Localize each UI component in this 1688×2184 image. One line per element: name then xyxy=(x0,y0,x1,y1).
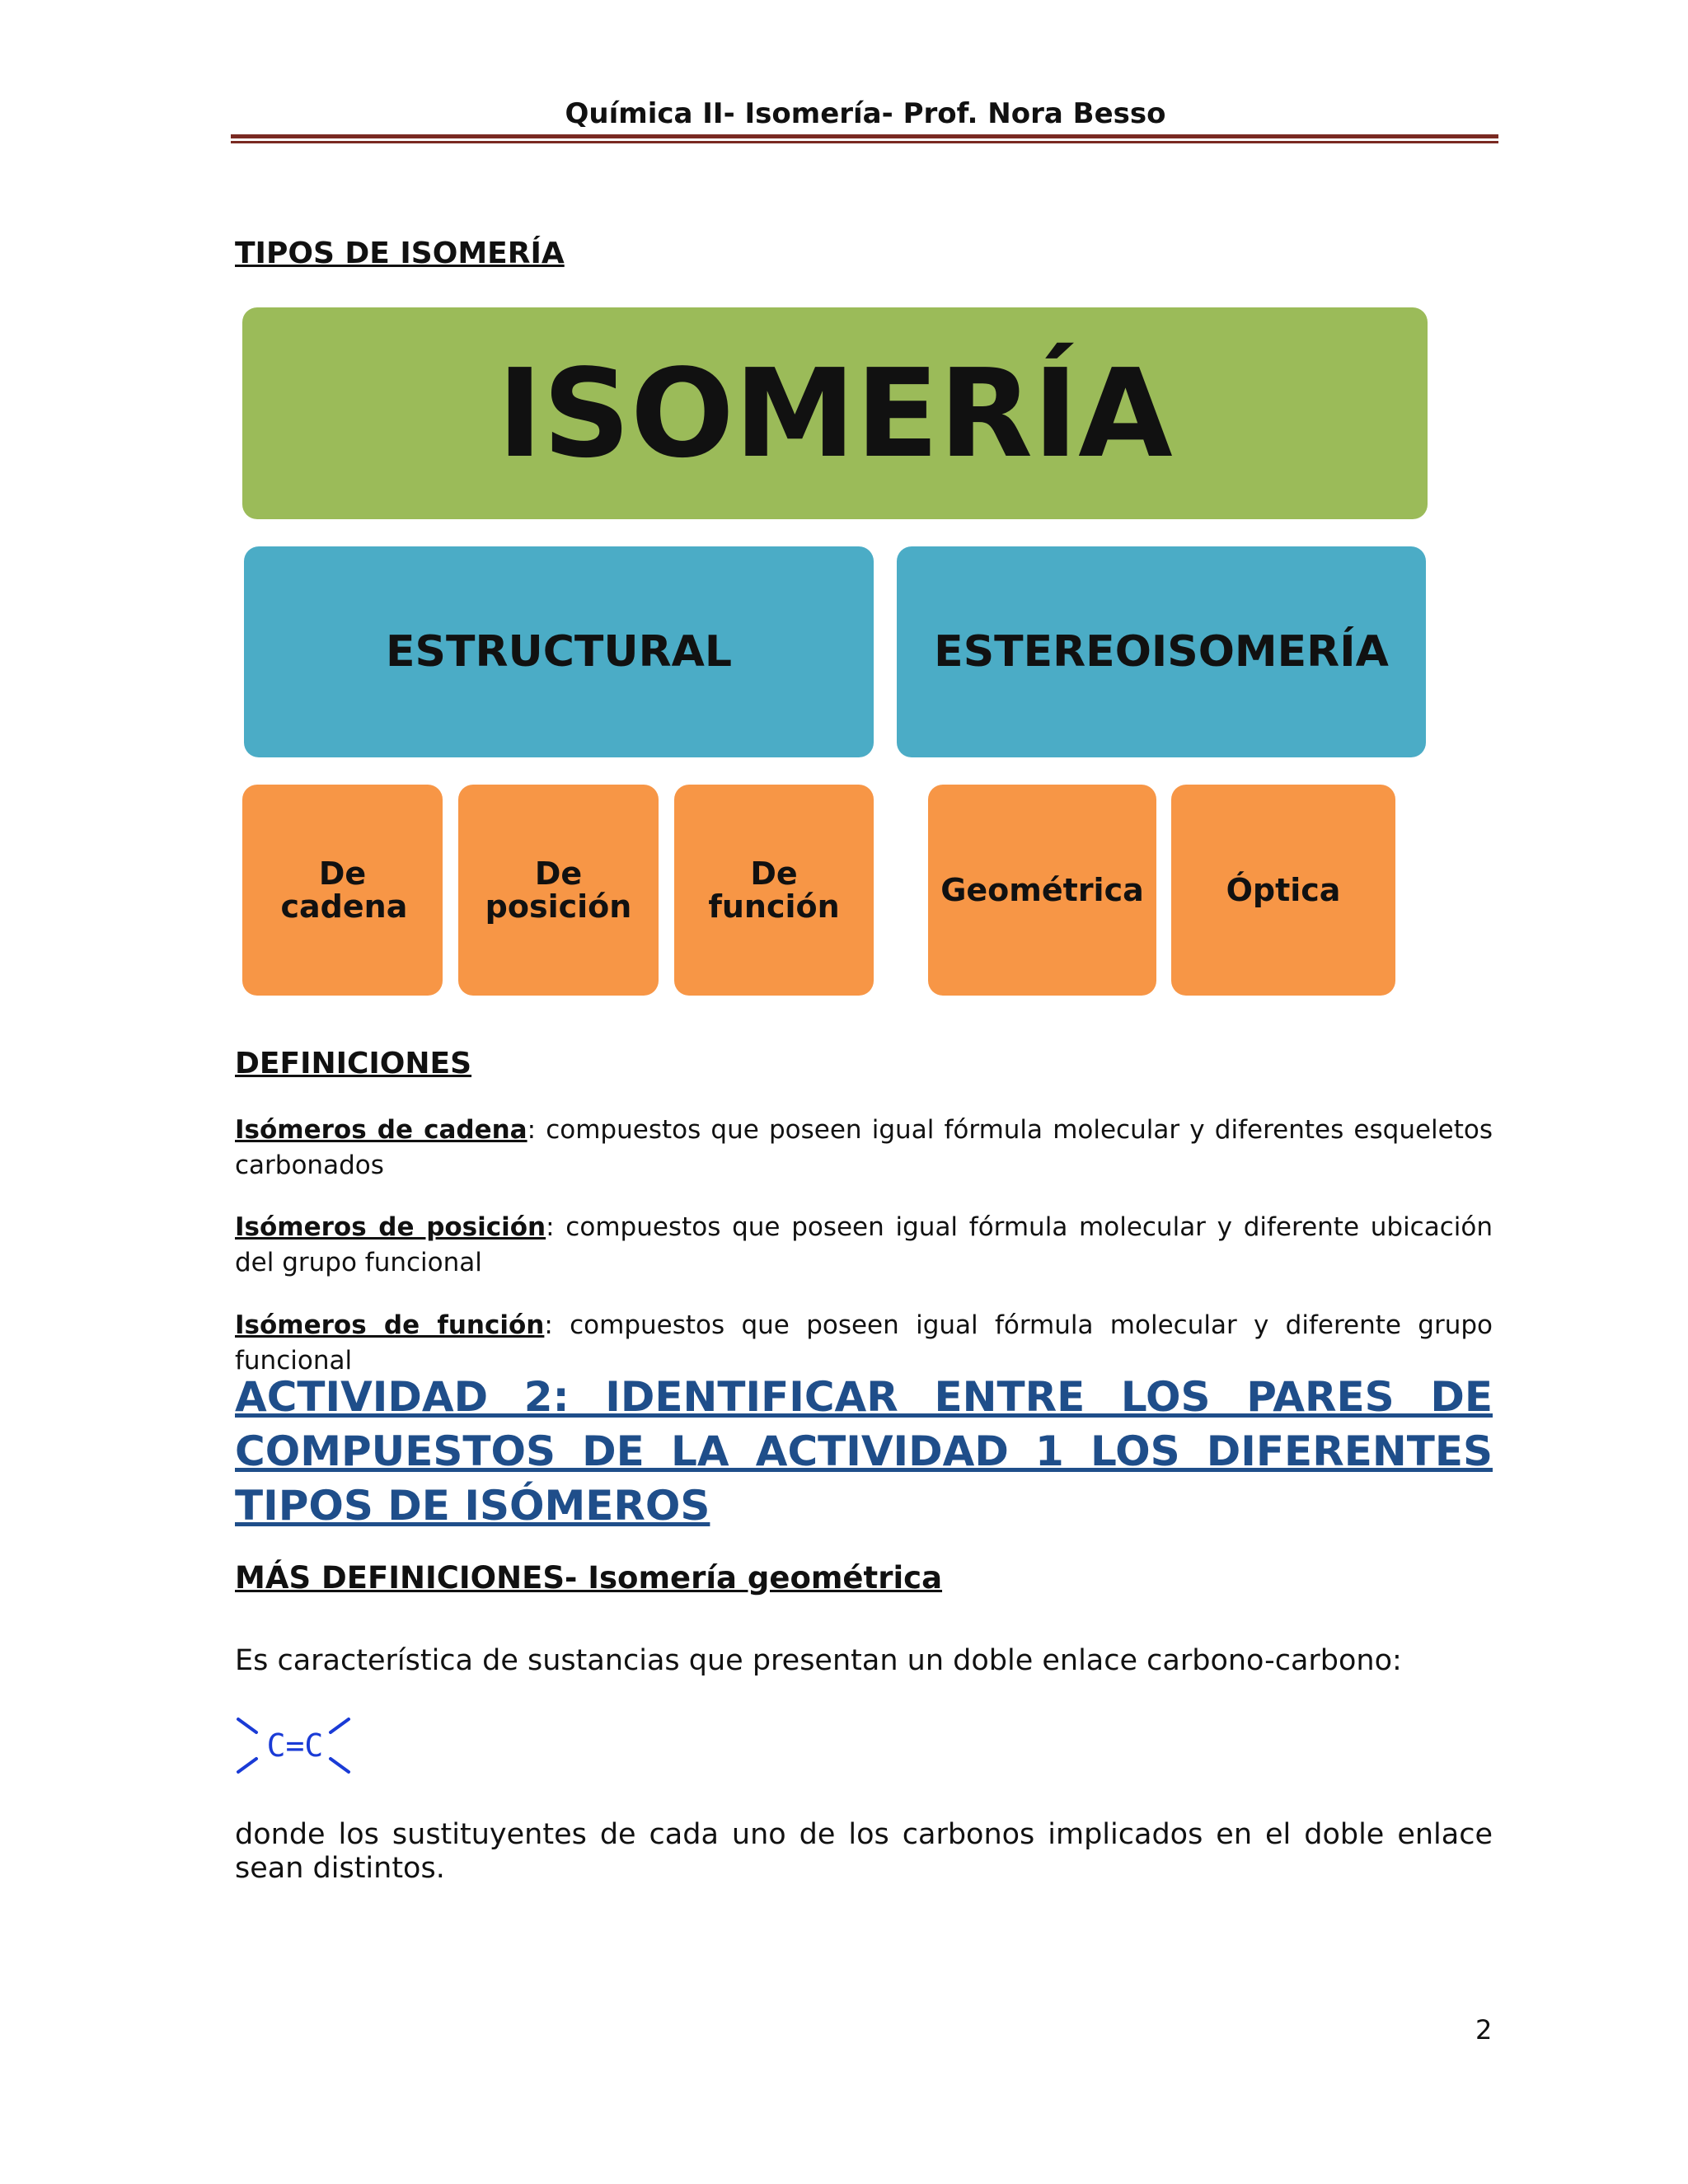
double-bond-formula: C=C xyxy=(266,1727,324,1764)
tipos-heading: TIPOS DE ISOMERÍA xyxy=(235,237,565,270)
page-header-title: Química II- Isomería- Prof. Nora Besso xyxy=(565,97,1166,130)
geometric-intro: Es característica de sustancias que presentan un doble enlace carbono-carbono: xyxy=(235,1644,1402,1677)
diagram-branch-estructural xyxy=(244,546,874,757)
branch-label: ESTEREOISOMERÍA xyxy=(934,627,1389,677)
definition-text: : compuestos que poseen igual fórmula molecular y diferentes esqueletos carbonados xyxy=(235,1115,1493,1180)
mas-definiciones-heading: MÁS DEFINICIONES- Isomería geométrica xyxy=(235,1560,943,1596)
definition-term: Isómeros de cadena xyxy=(235,1115,528,1145)
leaf-label: Óptica xyxy=(1226,872,1341,908)
header-rule xyxy=(231,141,1498,143)
definition-term: Isómeros de posición xyxy=(235,1212,546,1242)
leaf-label: Geométrica xyxy=(940,872,1144,908)
activity-heading: ACTIVIDAD 2: IDENTIFICAR ENTRE LOS PARES DE COMPUESTOS DE LA ACTIVIDAD 1 LOS DIFERENTES TIPOS DE ISÓMEROS xyxy=(235,1373,1493,1530)
diagram-leaf-funcion xyxy=(674,785,874,996)
diagram-leaf-optica xyxy=(1171,785,1395,996)
diagram-leaf-geometrica xyxy=(928,785,1156,996)
definition-text: : compuestos que poseen igual fórmula molecular y diferente ubicación del grupo funcional xyxy=(235,1212,1493,1277)
definition-cadena xyxy=(235,1113,1493,1183)
leaf-label: De función xyxy=(708,855,840,925)
diagram-leaf-cadena xyxy=(242,785,443,996)
diagram-leaf-posicion xyxy=(458,785,659,996)
definition-term: Isómeros de función xyxy=(235,1310,545,1340)
branch-label: ESTRUCTURAL xyxy=(386,627,732,677)
page-number: 2 xyxy=(1475,2014,1493,2046)
definition-funcion xyxy=(235,1308,1493,1379)
header-rule xyxy=(231,134,1498,138)
definition-text: : compuestos que poseen igual fórmula molecular y diferente grupo funcional xyxy=(235,1310,1493,1376)
leaf-label: De cadena xyxy=(280,855,408,925)
diagram-root-box xyxy=(242,307,1428,519)
diagram-branch-estereoisomeria xyxy=(897,546,1426,757)
geometric-outro: donde los sustituyentes de cada uno de los carbonos implicados en el doble enlace sean distintos. xyxy=(235,1818,1493,1885)
definiciones-heading: DEFINICIONES xyxy=(235,1047,472,1080)
double-bond-structure xyxy=(233,1713,357,1779)
definition-posicion xyxy=(235,1210,1493,1281)
diagram-root-label: ISOMERÍA xyxy=(497,342,1173,485)
leaf-label: De posición xyxy=(485,855,632,925)
